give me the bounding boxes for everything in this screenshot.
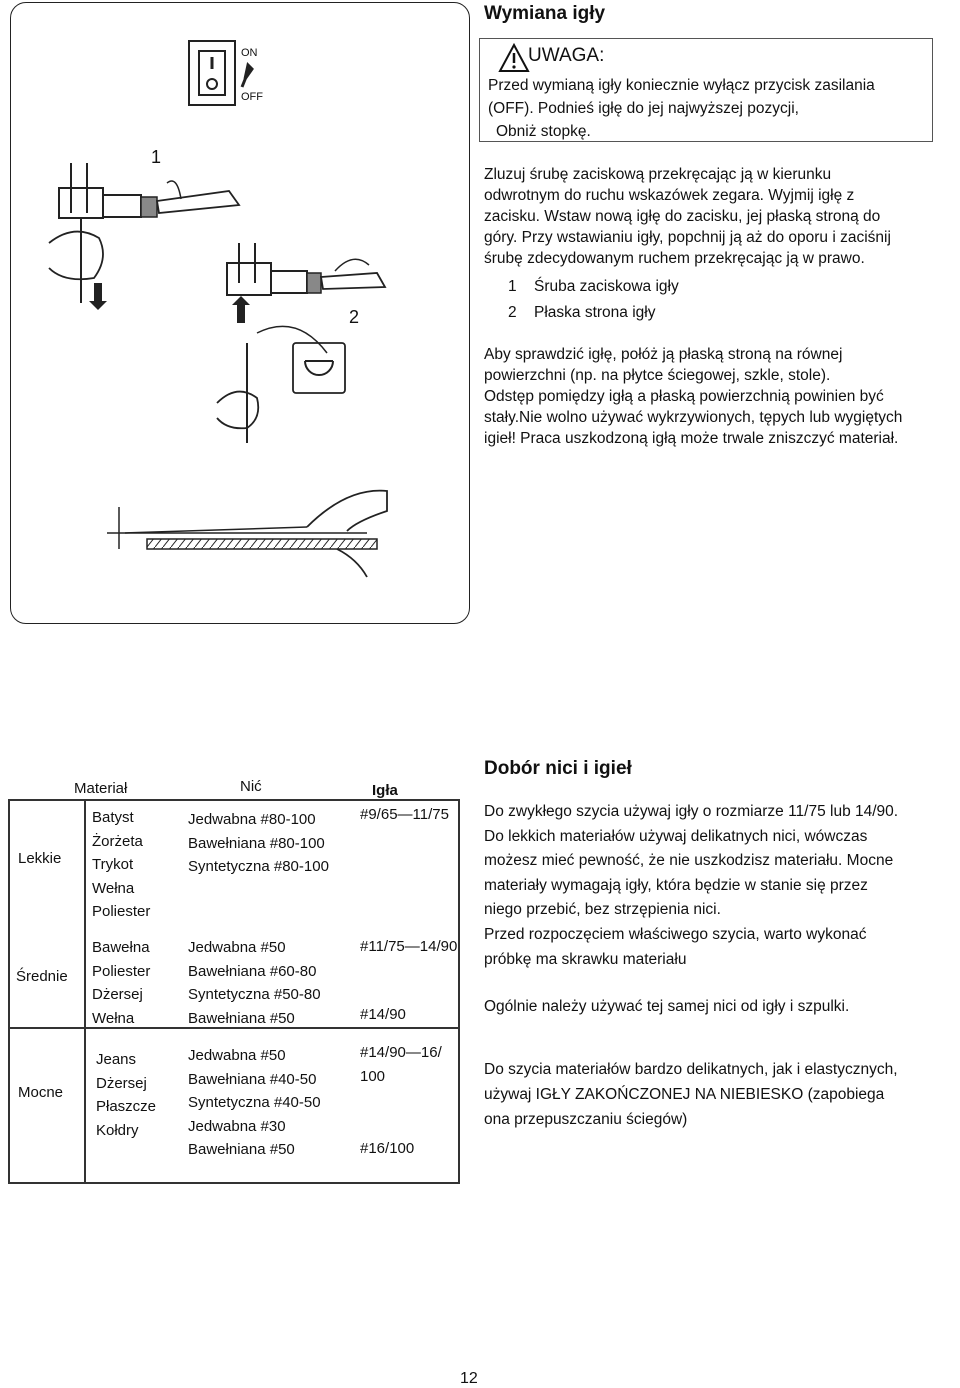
thread-cell: Bawełniana #40-50 [188,1070,317,1088]
warning-line-1: Przed wymianą igły koniecznie wyłącz przycisk zasilania [488,77,875,94]
paragraph-line: Do lekkich materiałów używaj delikatnych nici, wówczas [484,827,868,845]
warning-line-3: Obniż stopkę. [496,123,591,140]
switch-off-label: OFF [241,91,263,103]
needle-cell: #11/75—14/90 [360,938,458,955]
page-number: 12 [460,1370,478,1387]
legend-text-1: Śruba zaciskowa igły [534,278,679,295]
needle-cell: #9/65—11/75 [360,806,449,823]
paragraph-line: Przed rozpoczęciem właściwego szycia, warto wykonać [484,925,867,943]
legend-num-2: 2 [508,304,517,321]
paragraph-line: Do szycia materiałów bardzo delikatnych, jak i elastycznych, [484,1061,898,1078]
callout-2: 2 [349,307,360,327]
group-light: Lekkie [18,850,62,867]
check-line: igieł! Praca uszkodzoną igłą może trwale zniszczyć materiał. [484,430,899,447]
blue-needle-paragraph [484,1057,898,1132]
needle-clamp-drawing-2 [217,243,437,443]
instruction-line: góry. Przy wstawianiu igły, popchnij ją aż do oporu i zaciśnij [484,229,891,246]
heavy-threads [188,1044,321,1162]
paragraph-line: możesz mieć pewność, że nie uszkodzisz materiału. Mocne [484,852,894,870]
instruction-text [484,164,891,269]
warning-box [479,38,933,142]
material-cell: Kołdry [96,1121,139,1139]
needle-cell: #16/100 [360,1140,415,1157]
thread-cell: Bawełniana #60-80 [188,962,317,980]
check-line: Odstęp pomiędzy igłą a płaską powierzchnią powinien być [484,388,884,405]
thread-cell: Jedwabna #30 [188,1117,286,1135]
material-cell: Batyst [92,809,134,826]
material-cell: Poliester [92,903,151,920]
thread-needle-table [8,772,460,1184]
needle-cell: #14/90—16/ [360,1044,442,1061]
material-cell: Wełna [92,879,135,897]
same-thread-note: Ogólnie należy używać tej samej nici od igły i szpulki. [484,998,850,1015]
instruction-line: zacisku. Wstaw nową igłę do zacisku, jej płaską stroną do [484,208,881,225]
needle-cell: #14/90 [360,1006,406,1023]
header-thread: Nić [240,778,262,795]
material-cell: Bawełna [92,939,150,956]
thread-cell: Jedwabna #80-100 [188,811,316,828]
paragraph-line: używaj IGŁY ZAKOŃCZONEJ NA NIEBIESKO (zapobiega [484,1086,885,1103]
thread-cell: Jedwabna #50 [188,1047,286,1064]
callout-1: 1 [151,147,162,167]
thread-cell: Syntetyczna #50-80 [188,986,321,1003]
power-switch-icon [187,39,277,109]
medium-threads [188,936,321,1030]
heavy-materials [96,1048,156,1142]
legend-text-2: Płaska strona igły [534,304,656,321]
needle-cell: 100 [360,1068,386,1085]
thread-cell: Bawełniana #80-100 [188,834,325,852]
thread-cell: Syntetyczna #40-50 [188,1094,321,1111]
group-medium: Średnie [16,968,68,985]
material-cell: Dżersej [92,986,143,1003]
header-material: Materiał [74,780,128,797]
section-title-thread-needle: Dobór nici i igieł [484,758,632,779]
warning-triangle-icon [498,43,530,73]
material-cell: Płaszcze [96,1098,157,1115]
paragraph-line: niego przebić, bez strzępienia nici. [484,901,721,919]
header-needle: Igła [372,782,398,799]
instruction-line: śrubę zdecydowanym ruchem przekręcając ją w prawo. [484,250,865,267]
thread-cell: Bawełniana #50 [188,1009,295,1027]
check-line: stały.Nie wolno używać wykrzywionych, tępych lub wygiętych [484,409,903,426]
material-cell: Wełna [92,1009,135,1027]
check-line: Aby sprawdzić igłę, połóż ją płaską stroną na równej [484,346,843,363]
material-cell: Żorżeta [92,832,143,850]
medium-materials [92,936,150,1030]
section-title-needle-change: Wymiana igły [484,3,606,24]
paragraph-line: materiały wymagają igły, która będzie w stanie się przez [484,876,868,894]
light-materials [92,806,150,924]
legend-num-1: 1 [508,278,517,295]
material-cell: Poliester [92,962,151,980]
warning-line-2: (OFF). Podnieś igłę do jej najwyższej pozycji, [488,100,799,117]
warning-title: UWAGA: [528,45,605,66]
paragraph-line: ona przepuszczaniu ściegów) [484,1111,688,1128]
thread-cell: Bawełniana #50 [188,1141,295,1158]
thread-cell: Syntetyczna #80-100 [188,858,329,875]
paragraph-line: Do zwykłego szycia używaj igły o rozmiarze 11/75 lub 14/90. [484,803,899,820]
needle-check-text [484,344,902,449]
group-heavy: Mocne [18,1084,64,1101]
selection-paragraph [484,800,898,972]
paragraph-line: próbkę ma skrawku materiału [484,950,687,968]
instruction-line: odwrotnym do ruchu wskazówek zegara. Wyjmij igłę z [484,187,855,204]
material-cell: Trykot [92,856,134,873]
switch-on-label: ON [241,47,258,59]
thread-cell: Jedwabna #50 [188,939,286,956]
instruction-line: Zluzuj śrubę zaciskową przekręcając ją w kierunku [484,166,832,183]
needle-change-illustration [10,2,470,624]
needle-flatness-check-drawing [107,487,407,587]
light-threads [188,808,329,879]
material-cell: Dżersej [96,1074,147,1092]
material-cell: Jeans [96,1051,137,1068]
check-line: powierzchni (np. na płytce ściegowej, szkle, stole). [484,367,831,384]
